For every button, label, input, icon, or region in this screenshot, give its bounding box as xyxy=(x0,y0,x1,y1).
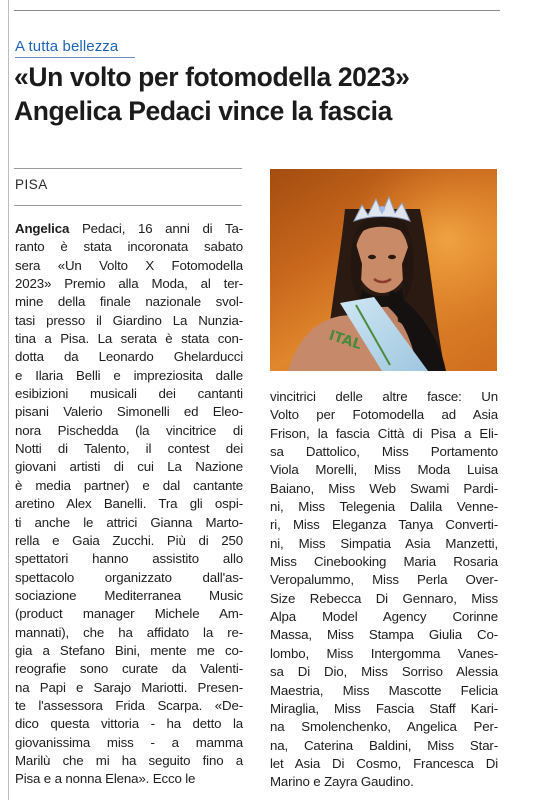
body-line: ri, Miss Eleganza Tanya Converti- xyxy=(270,517,498,533)
body-line: Volto per Fotomodella ad Asia xyxy=(270,407,498,423)
dateline-bottom-rule xyxy=(14,205,242,206)
body-line: tasi presso il Giardino La Nunzia- xyxy=(15,312,243,328)
dateline: PISA xyxy=(15,177,48,192)
body-line: dotta da Leonardo Ghelarducci xyxy=(15,349,243,365)
body-line: nora Pischedda (la vincitrice di xyxy=(15,422,243,438)
photo-illustration xyxy=(270,169,497,371)
body-line: ranto è stata incoronata sabato xyxy=(15,239,243,255)
body-line: Notti di Talento, il contest dei xyxy=(15,441,243,457)
body-line: Veropalummo, Miss Perla Over- xyxy=(270,572,498,588)
kicker-underline xyxy=(15,57,135,58)
body-line: Size Rebecca Di Gennaro, Miss xyxy=(270,590,498,606)
body-line: Alpa Model Agency Corinne xyxy=(270,609,498,625)
body-line: dico questa vittoria - ha detto la xyxy=(15,716,243,732)
body-line: reografie sono curate da Valenti- xyxy=(15,661,243,677)
body-line: let Asia Di Cosmo, Francesca Di xyxy=(270,755,498,771)
body-line: Viola Morelli, Miss Moda Luisa xyxy=(270,462,498,478)
body-line: 2023» Premio alla Moda, al ter- xyxy=(15,276,243,292)
body-line: Miraglia, Miss Fascia Staff Kari- xyxy=(270,700,498,716)
body-line: Maestria, Miss Mascotte Felicia xyxy=(270,682,498,698)
body-line: vincitrici delle altre fasce: Un xyxy=(270,389,498,404)
body-line: Marino e Zayra Gaudino. xyxy=(270,774,414,790)
body-line: tina a Pisa. La serata è stata con- xyxy=(15,331,243,347)
lead-line-rest: Pedaci, 16 anni di Ta- xyxy=(69,221,243,236)
body-line: giovani artisti di cui La Nazione xyxy=(15,459,243,475)
article-photo xyxy=(270,169,497,371)
body-line: spettatori hanno assistito allo xyxy=(15,551,243,567)
body-column-1 xyxy=(15,220,243,789)
body-line: lombo, Miss Intergomma Vanes- xyxy=(270,645,498,661)
sash-text: ITAL xyxy=(326,327,364,354)
body-line: ni, Miss Telegenia Dalila Venne- xyxy=(270,499,498,515)
body-line: sera «Un Volto X Fotomodella xyxy=(15,257,243,273)
body-line: è media partner) e dal cantante xyxy=(15,477,243,493)
body-line: Baiano, Miss Web Swami Pardi- xyxy=(270,480,498,496)
body-line: ti anche le attrici Gianna Marto- xyxy=(15,514,243,530)
top-rule xyxy=(14,10,500,11)
body-column-2 xyxy=(270,388,498,792)
body-line: esibizioni musicali dei cantanti xyxy=(15,386,243,402)
body-line: Frison, la fascia Città di Pisa a Eli- xyxy=(270,425,498,441)
body-line xyxy=(15,220,243,238)
body-line: te l'assessora Frida Scarpa. «De- xyxy=(15,697,243,713)
body-line: giovanissima miss - a mamma xyxy=(15,734,243,750)
body-column-2-lines xyxy=(270,388,498,792)
headline xyxy=(14,60,534,128)
body-line: sociazione Mediterranea Music xyxy=(15,587,243,603)
body-line: Pisa e a nonna Elena». Ecco le xyxy=(15,771,196,787)
body-line: na, Caterina Baldini, Miss Star- xyxy=(270,737,498,753)
headline-line-1: «Un volto per fotomodella 2023» xyxy=(14,62,410,92)
lead-word: Angelica xyxy=(15,221,70,236)
body-line: na Papi e Sarajo Mariotti. Presen- xyxy=(15,679,243,695)
body-line: aretino Alex Banelli. Tra gli ospi- xyxy=(15,496,243,512)
body-line: mannati), che ha affidato la re- xyxy=(15,624,243,640)
headline-line-2: Angelica Pedaci vince la fascia xyxy=(14,96,392,126)
body-line: mine della finale nazionale svol- xyxy=(15,294,243,310)
dateline-top-rule xyxy=(14,168,242,169)
body-line: ni, Miss Simpatia Asia Manzetti, xyxy=(270,535,498,551)
section-kicker: A tutta bellezza xyxy=(15,38,119,55)
body-line: e Ilaria Belli e impreziosita dalle xyxy=(15,367,243,383)
body-line: Miss Cinebooking Maria Rosaria xyxy=(270,554,498,570)
body-line: spettacolo organizzato dall'as- xyxy=(15,569,243,585)
body-line: sa Dattolico, Miss Portamento xyxy=(270,444,498,460)
body-line: pisani Valerio Simonelli ed Eleo- xyxy=(15,404,243,420)
body-line: (product manager Michele Am- xyxy=(15,606,243,622)
left-margin-rule xyxy=(8,0,9,800)
body-column-1-lines xyxy=(15,238,243,788)
body-line: Marilù che mi ha seguito fino a xyxy=(15,752,243,768)
body-line: gia a Stefano Bini, mente me co- xyxy=(15,642,243,658)
body-line: na Smolenchenko, Angelica Per- xyxy=(270,719,498,735)
body-line: sa Di Dio, Miss Sorriso Alessia xyxy=(270,664,498,680)
body-line: rella e Gaia Zucchi. Più di 250 xyxy=(15,532,243,548)
body-line: Massa, Miss Stampa Giulia Co- xyxy=(270,627,498,643)
